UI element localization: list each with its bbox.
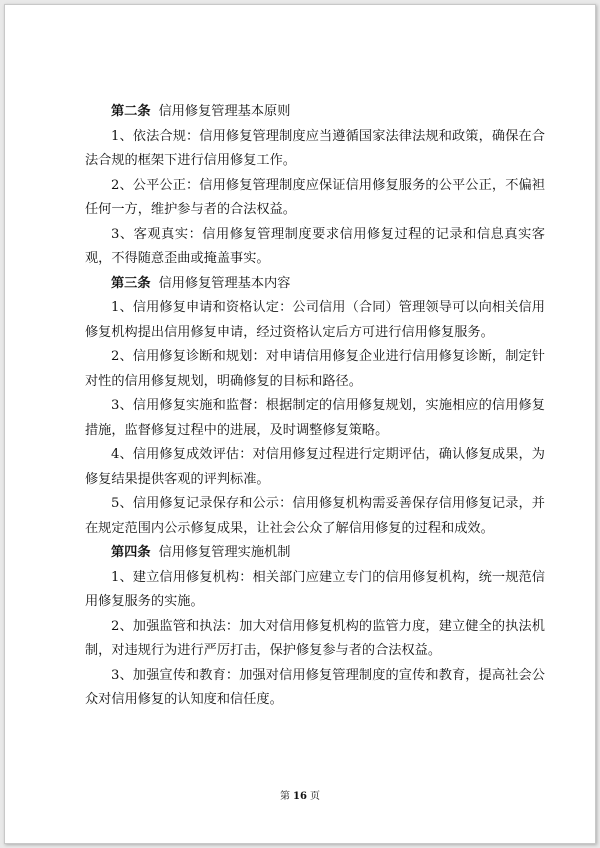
page-number: 16 bbox=[293, 791, 307, 802]
document-page bbox=[4, 4, 596, 844]
section-title: 信用修复管理基本原则 bbox=[158, 104, 291, 119]
page-content bbox=[85, 100, 545, 713]
page-number-prefix: 第 bbox=[280, 791, 291, 802]
section-heading bbox=[85, 541, 545, 566]
paragraph: 5、信用修复记录保存和公示：信用修复机构需妥善保存信用修复记录，并在规定范围内公示修复成果，让社会公众了解信用修复的过程和成效。 bbox=[85, 496, 545, 536]
section-heading bbox=[85, 272, 545, 297]
paragraph: 2、公平公正：信用修复管理制度应保证信用修复服务的公平公正，不偏袒任何一方，维护参与者的合法权益。 bbox=[85, 177, 545, 217]
paragraph: 3、信用修复实施和监督：根据制定的信用修复规划，实施相应的信用修复措施，监督修复过程中的进展，及时调整修复策略。 bbox=[85, 398, 545, 438]
paragraph: 1、信用修复申请和资格认定：公司信用（合同）管理领导可以向相关信用修复机构提出信用修复申请，经过资格认定后方可进行信用修复服务。 bbox=[85, 300, 545, 340]
paragraph: 1、建立信用修复机构：相关部门应建立专门的信用修复机构，统一规范信用修复服务的实施。 bbox=[85, 569, 545, 609]
section-heading bbox=[85, 100, 545, 125]
section-article-2 bbox=[85, 100, 545, 272]
section-title: 信用修复管理实施机制 bbox=[158, 545, 291, 560]
paragraph: 2、信用修复诊断和规划：对申请信用修复企业进行信用修复诊断，制定针对性的信用修复规划，明确修复的目标和路径。 bbox=[85, 349, 545, 389]
paragraph: 1、依法合规：信用修复管理制度应当遵循国家法律法规和政策，确保在合法合规的框架下进行信用修复工作。 bbox=[85, 128, 545, 168]
paragraph: 3、加强宣传和教育：加强对信用修复管理制度的宣传和教育，提高社会公众对信用修复的认知度和信任度。 bbox=[85, 667, 545, 707]
section-label: 第二条 bbox=[111, 104, 151, 119]
section-article-4 bbox=[85, 541, 545, 713]
paragraph: 2、加强监管和执法：加大对信用修复机构的监管力度，建立健全的执法机制，对违规行为进行严厉打击，保护修复参与者的合法权益。 bbox=[85, 618, 545, 658]
section-title: 信用修复管理基本内容 bbox=[158, 275, 291, 291]
paragraph: 3、客观真实：信用修复管理制度要求信用修复过程的记录和信息真实客观，不得随意歪曲或掩盖事实。 bbox=[85, 226, 545, 266]
section-article-3 bbox=[85, 272, 545, 542]
page-footer bbox=[5, 787, 595, 802]
section-label: 第三条 bbox=[111, 275, 151, 291]
page-number-suffix: 页 bbox=[309, 791, 320, 802]
paragraph: 4、信用修复成效评估：对信用修复过程进行定期评估，确认修复成果，为修复结果提供客观的评判标准。 bbox=[85, 447, 545, 487]
section-label: 第四条 bbox=[111, 545, 151, 560]
